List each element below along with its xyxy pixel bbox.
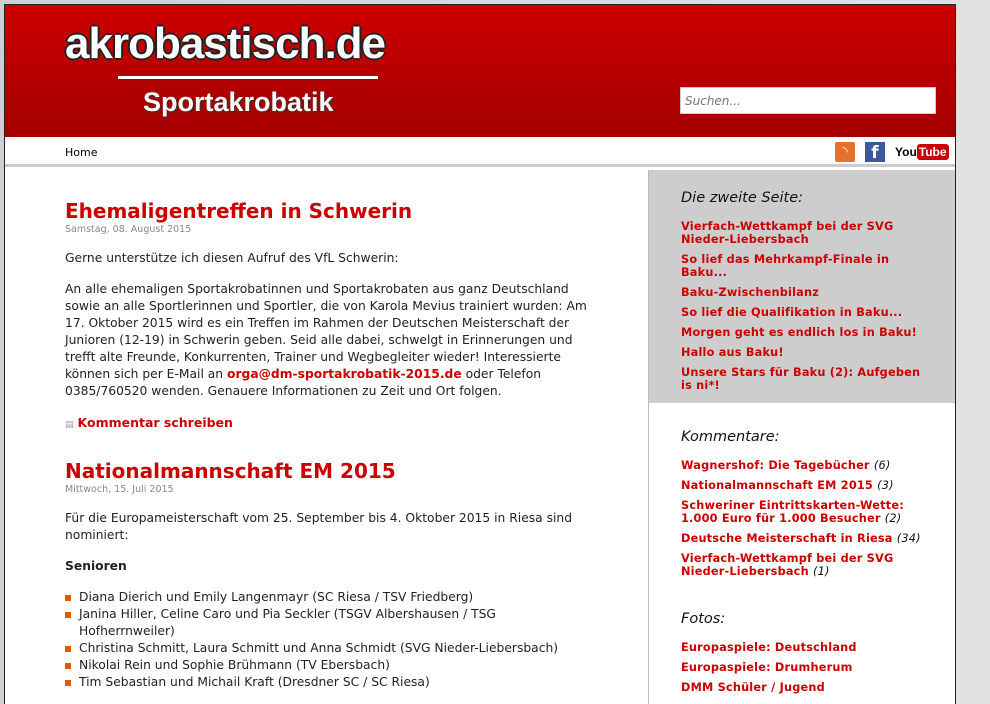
youtube-icon[interactable] — [895, 142, 947, 162]
link-label: Nationalmannschaft EM 2015 — [681, 479, 873, 492]
link-label: Vierfach-Wettkampf bei der SVG Nieder-Liebersbach — [681, 552, 894, 578]
page-frame — [4, 4, 956, 704]
list-item: Nikolai Rein und Sophie Brühmann (TV Ebersbach) — [65, 657, 588, 674]
section-label: Senioren — [65, 559, 127, 573]
sidebar-link[interactable]: Unsere Stars für Baku (2): Aufgeben is ni*! — [681, 366, 921, 392]
sidebar-link[interactable] — [681, 532, 925, 545]
sidebar-link[interactable]: Hallo aus Baku! — [681, 346, 784, 359]
header — [5, 5, 955, 137]
main-content — [5, 170, 648, 704]
link-label: Deutsche Meisterschaft in Riesa — [681, 532, 893, 545]
widget-title: Fotos: — [681, 611, 726, 627]
sidebar-link[interactable]: Baku-Zwischenbilanz — [681, 286, 820, 299]
sidebar-link[interactable]: Vierfach-Wettkampf bei der SVG Nieder-Liebersbach — [681, 220, 894, 246]
post-date: Samstag, 08. August 2015 — [65, 224, 192, 235]
sidebar-link[interactable] — [681, 479, 925, 492]
link-label: Wagnershof: Die Tagebücher — [681, 459, 870, 472]
search-input[interactable] — [680, 87, 936, 114]
list-item: Christina Schmitt, Laura Schmitt und Anna Schmidt (SVG Nieder-Liebersbach) — [65, 640, 588, 657]
comment-count: (6) — [873, 459, 891, 472]
fotos-widget — [649, 597, 955, 704]
widget-title: Die zweite Seite: — [681, 190, 804, 206]
comment-count: (34) — [896, 532, 921, 545]
section-heading — [65, 558, 588, 575]
comment-count: (1) — [812, 565, 830, 578]
text: An alle ehemaligen Sportakrobatinnen und Sportakrobaten aus ganz Deutschland sowie an alle Sportlerinnen und Sportler, die von Karola Mevius trainiert wurden: Am 17. Oktober 2015 wird es ein Treffen im Rahmen der Deutschen Meisterschaft der Junioren (12-19) in Schwerin geben. Seid alle dabei, schwelgt in Erinnerungen und trefft alte Freunde, Konkurrenten, Trainer und Wegbegleiter wieder! Interessierte können sich per E-Mail an — [65, 282, 587, 381]
comment-count: (3) — [877, 479, 894, 492]
nominee-list — [65, 589, 588, 691]
post-title[interactable]: Nationalmannschaft EM 2015 — [65, 459, 396, 483]
sidebar-link[interactable]: Morgen geht es endlich los in Baku! — [681, 326, 918, 339]
list-item: Diana Dierich und Emily Langenmayr (SC Riesa / TSV Friedberg) — [65, 589, 588, 606]
sidebar-link[interactable] — [681, 499, 925, 525]
post-paragraph — [65, 281, 588, 400]
sidebar-link[interactable]: So lief die Qualifikation in Baku... — [681, 306, 903, 319]
list-item: Tim Sebastian und Michail Kraft (Dresdner SC / SC Riesa) — [65, 674, 588, 691]
comment-link[interactable] — [65, 414, 588, 434]
sidebar-link[interactable]: DMM Schüler / Jugend — [681, 681, 825, 694]
nav-bar — [5, 137, 955, 167]
comment-label[interactable]: Kommentar schreiben — [77, 415, 233, 430]
sidebar-link[interactable]: So lief das Mehrkampf-Finale in Baku... — [681, 253, 890, 279]
widget-title: Kommentare: — [681, 429, 780, 445]
site-tagline: Sportakrobatik — [143, 87, 334, 117]
logo-divider — [118, 76, 378, 79]
link-label: Schweriner Eintrittskarten-Wette: 1.000 Euro für 1.000 Besucher — [681, 499, 904, 525]
comment-count: (2) — [884, 512, 902, 525]
comment-icon: ▤ — [65, 420, 74, 430]
post-paragraph: Für die Europameisterschaft vom 25. September bis 4. Oktober 2015 in Riesa sind nominiert: — [65, 511, 573, 542]
post-paragraph: Gerne unterstütze ich diesen Aufruf des VfL Schwerin: — [65, 251, 399, 265]
sidebar — [648, 170, 955, 704]
kommentare-widget — [649, 403, 955, 597]
youtube-you: You — [895, 145, 917, 159]
post-title[interactable]: Ehemaligentreffen in Schwerin — [65, 199, 413, 223]
youtube-tube: Tube — [918, 145, 947, 159]
post-date: Mittwoch, 15. Juli 2015 — [65, 484, 174, 495]
zweite-seite-widget — [649, 170, 955, 403]
nav-home-link[interactable]: Home — [65, 146, 98, 159]
rss-icon[interactable]: ◝ — [835, 142, 855, 162]
email-link[interactable]: orga@dm-sportakrobatik-2015.de — [227, 367, 462, 381]
sidebar-link[interactable]: Europaspiele: Deutschland — [681, 641, 857, 654]
sidebar-link[interactable]: Europaspiele: Drumherum — [681, 661, 853, 674]
site-logo[interactable]: akrobastisch.de — [65, 19, 386, 68]
list-item: Janina Hiller, Celine Caro und Pia Seckler (TSGV Albershausen / TSG Hofherrnweiler) — [65, 606, 588, 640]
facebook-icon[interactable]: f — [865, 142, 885, 162]
text: oder Telefon 0385/760520 wenden. Genauere Informationen zu Zeit und Ort folgen. — [65, 367, 542, 398]
sidebar-link[interactable] — [681, 552, 925, 578]
sidebar-link[interactable] — [681, 459, 925, 472]
